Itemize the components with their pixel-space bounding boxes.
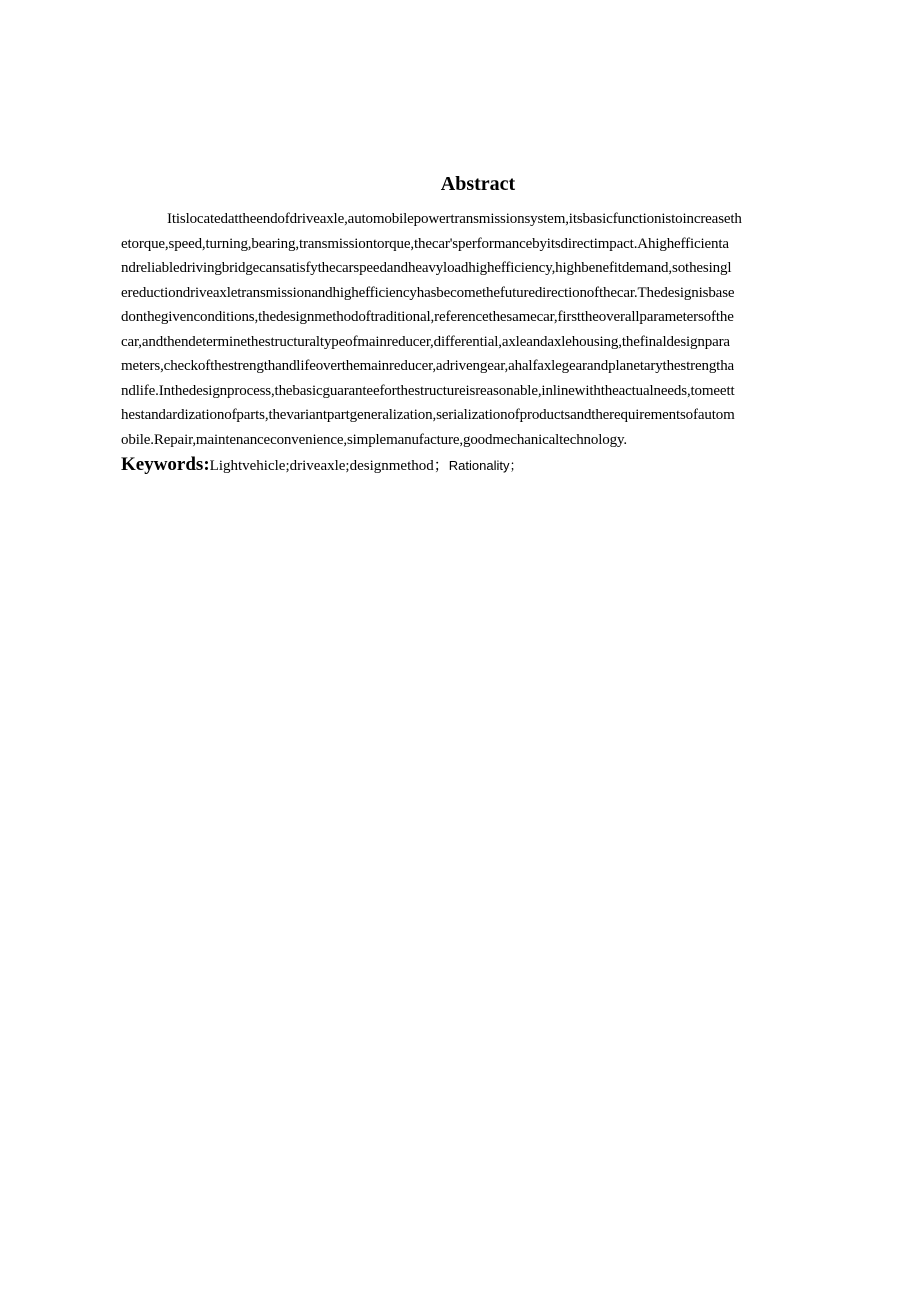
abstract-line-5: donthegivenconditions,thedesignmethodoftraditional,referencethesamecar,firsttheoverallparametersofthe	[121, 309, 734, 325]
abstract-line-9: hestandardizationofparts,thevariantpartgeneralization,serializationofproductsandtherequirementsofautom	[121, 407, 735, 423]
abstract-line-1: Itislocatedattheendofdriveaxle,automobilepowertransmissionsystem,itsbasicfunctionistoincreaseth	[167, 211, 742, 227]
keywords-text: Lightvehicle;driveaxle;designmethod；	[209, 458, 449, 474]
abstract-line-8: ndlife.Inthedesignprocess,thebasicguaranteeforthestructureisreasonable,inlinewiththeactualneeds,tomeett	[121, 382, 735, 399]
abstract-line-6: car,andthendeterminethestructuraltypeofmainreducer,differential,axleandaxlehousing,thefinaldesignpara	[121, 333, 730, 350]
keywords-label: Keywords:	[121, 454, 210, 475]
abstract-body	[121, 207, 837, 452]
abstract-line-4: ereductiondriveaxletransmissionandhighefficiencyhasbecomethefuturedirectionofthecar.Thedesignisbase	[121, 284, 735, 301]
keywords-tail: Rationality；	[448, 458, 523, 473]
keywords-line	[121, 453, 522, 478]
abstract-line-7: meters,checkofthestrengthandlifeoverthemainreducer,adrivengear,ahalfaxlegearandplanetarythestrengtha	[121, 358, 735, 374]
abstract-title: Abstract	[440, 173, 516, 195]
abstract-line-2: etorque,speed,turning,bearing,transmissiontorque,thecar'sperformancebyitsdirectimpact.Ahighefficienta	[121, 235, 729, 252]
abstract-line-3: ndreliabledrivingbridgecansatisfythecarspeedandheavyloadhighefficiency,highbenefitdemand,sothesingl	[121, 260, 732, 276]
abstract-line-10: obile.Repair,maintenanceconvenience,simplemanufacture,goodmechanicaltechnology.	[121, 431, 627, 448]
